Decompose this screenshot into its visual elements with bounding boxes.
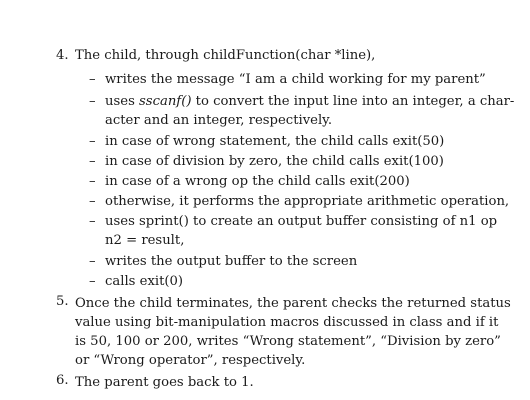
bullet-dash: – [89, 254, 96, 269]
bullet-dash: – [89, 134, 96, 149]
bullet-dash: – [89, 174, 96, 189]
bullet-dash: – [89, 194, 96, 209]
bullet-text: calls exit(0) [105, 274, 184, 289]
bullet-text: otherwise, it performs the appropriate arithmetic operation, [105, 194, 510, 209]
bullet-7-cont [105, 231, 184, 250]
bullet-text: in case of wrong statement, the child calls exit(50) [105, 134, 445, 149]
bullet-dash: – [89, 72, 96, 87]
bullet-text: uses sprint() to create an output buffer consisting of n1 op [105, 214, 498, 229]
item-line: is 50, 100 or 200, writes “Wrong statement”, “Division by zero” [75, 334, 501, 349]
item-number: 5. [56, 294, 69, 309]
item-number: 4. [56, 48, 69, 63]
bullet-dash: – [89, 214, 96, 229]
sscanf-italic: sscanf() [139, 94, 192, 109]
item-number: 6. [56, 373, 69, 388]
bullet-text: writes the message “I am a child working for my parent” [105, 72, 486, 87]
bullet-text [105, 92, 514, 111]
bullet-text: n2 = result, [105, 233, 185, 248]
uses-prefix: uses [105, 94, 140, 109]
bullet-2-cont [105, 111, 332, 130]
bullet-text: writes the output buffer to the screen [105, 254, 358, 269]
item-line: The parent goes back to 1. [75, 375, 254, 390]
bullet-dash: – [89, 154, 96, 169]
bullet-text: in case of division by zero, the child calls exit(100) [105, 154, 444, 169]
item-line: value using bit-manipulation macros discussed in class and if it [75, 315, 499, 330]
item-line: or “Wrong operator”, respectively. [75, 353, 306, 368]
bullet-text: acter and an integer, respectively. [105, 113, 333, 128]
item-heading: The child, through childFunction(char *line), [75, 48, 376, 63]
bullet-dash: – [89, 94, 96, 109]
item-line: Once the child terminates, the parent checks the returned status [75, 296, 511, 311]
bullet-text: in case of a wrong op the child calls exit(200) [105, 174, 410, 189]
bullet-dash: – [89, 274, 96, 289]
sscanf-rest: to convert the input line into an integer, a char- [191, 94, 515, 109]
